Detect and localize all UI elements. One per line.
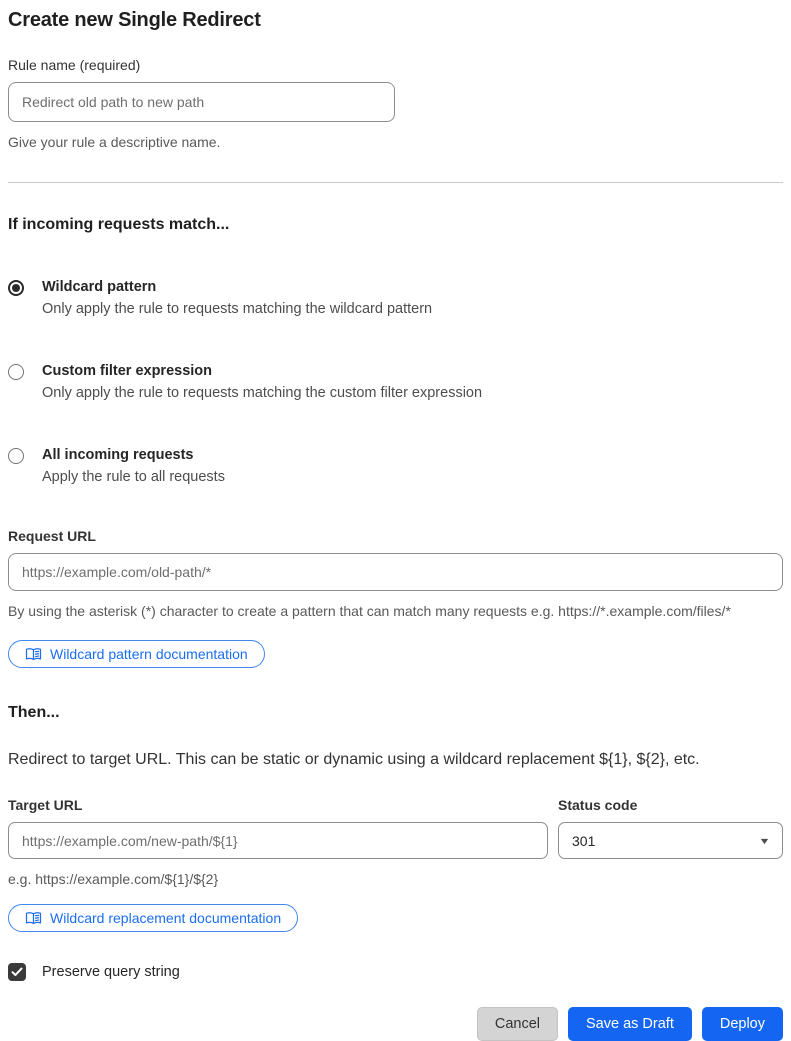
checkbox-checked-icon[interactable] bbox=[8, 963, 26, 981]
status-code-select[interactable] bbox=[558, 822, 783, 859]
save-as-draft-button[interactable]: Save as Draft bbox=[568, 1007, 692, 1041]
radio-custom-filter-expression[interactable] bbox=[8, 362, 783, 405]
then-description: Redirect to target URL. This can be static or dynamic using a wildcard replacement ${1}, ${2}, etc. bbox=[8, 751, 783, 769]
target-url-label: Target URL bbox=[8, 797, 548, 813]
target-url-helper: e.g. https://example.com/${1}/${2} bbox=[8, 869, 783, 889]
target-row bbox=[8, 797, 783, 859]
preserve-query-string-label: Preserve query string bbox=[42, 964, 180, 980]
radio-unselected-icon[interactable] bbox=[8, 364, 24, 380]
wildcard-pattern-doc-button[interactable] bbox=[8, 640, 265, 668]
rule-name-label: Rule name (required) bbox=[8, 57, 783, 73]
radio-label: Custom filter expression bbox=[42, 362, 482, 380]
request-url-input[interactable] bbox=[8, 553, 783, 591]
radio-description: Only apply the rule to requests matching the wildcard pattern bbox=[42, 298, 432, 321]
status-code-value: 301 bbox=[572, 833, 595, 849]
target-url-input[interactable] bbox=[8, 822, 548, 859]
preserve-query-string-row[interactable] bbox=[8, 963, 783, 981]
book-icon bbox=[25, 911, 42, 925]
rule-name-input[interactable] bbox=[8, 82, 395, 122]
match-section-heading: If incoming requests match... bbox=[8, 216, 783, 234]
then-section-heading: Then... bbox=[8, 704, 783, 722]
section-divider bbox=[8, 182, 783, 183]
page-title: Create new Single Redirect bbox=[8, 6, 783, 32]
radio-selected-icon[interactable] bbox=[8, 280, 24, 296]
cancel-button[interactable]: Cancel bbox=[477, 1007, 558, 1041]
radio-description: Apply the rule to all requests bbox=[42, 466, 225, 489]
deploy-button[interactable]: Deploy bbox=[702, 1007, 783, 1041]
radio-unselected-icon[interactable] bbox=[8, 448, 24, 464]
request-url-label: Request URL bbox=[8, 528, 783, 544]
book-icon bbox=[25, 647, 42, 661]
doc-button-label: Wildcard replacement documentation bbox=[50, 910, 281, 926]
radio-description: Only apply the rule to requests matching the custom filter expression bbox=[42, 382, 482, 405]
status-code-label: Status code bbox=[558, 797, 783, 813]
request-url-helper: By using the asterisk (*) character to create a pattern that can match many requests e.g. https://*.example.com/files/* bbox=[8, 598, 783, 625]
radio-label: All incoming requests bbox=[42, 446, 225, 464]
chevron-down-icon: ▼ bbox=[758, 836, 770, 846]
wildcard-replacement-doc-button[interactable] bbox=[8, 904, 298, 932]
doc-button-label: Wildcard pattern documentation bbox=[50, 646, 248, 662]
footer-actions bbox=[8, 1007, 783, 1041]
rule-name-helper: Give your rule a descriptive name. bbox=[8, 129, 783, 156]
radio-all-incoming-requests[interactable] bbox=[8, 446, 783, 489]
radio-wildcard-pattern[interactable] bbox=[8, 278, 783, 321]
match-options-group bbox=[8, 278, 783, 489]
radio-label: Wildcard pattern bbox=[42, 278, 432, 296]
